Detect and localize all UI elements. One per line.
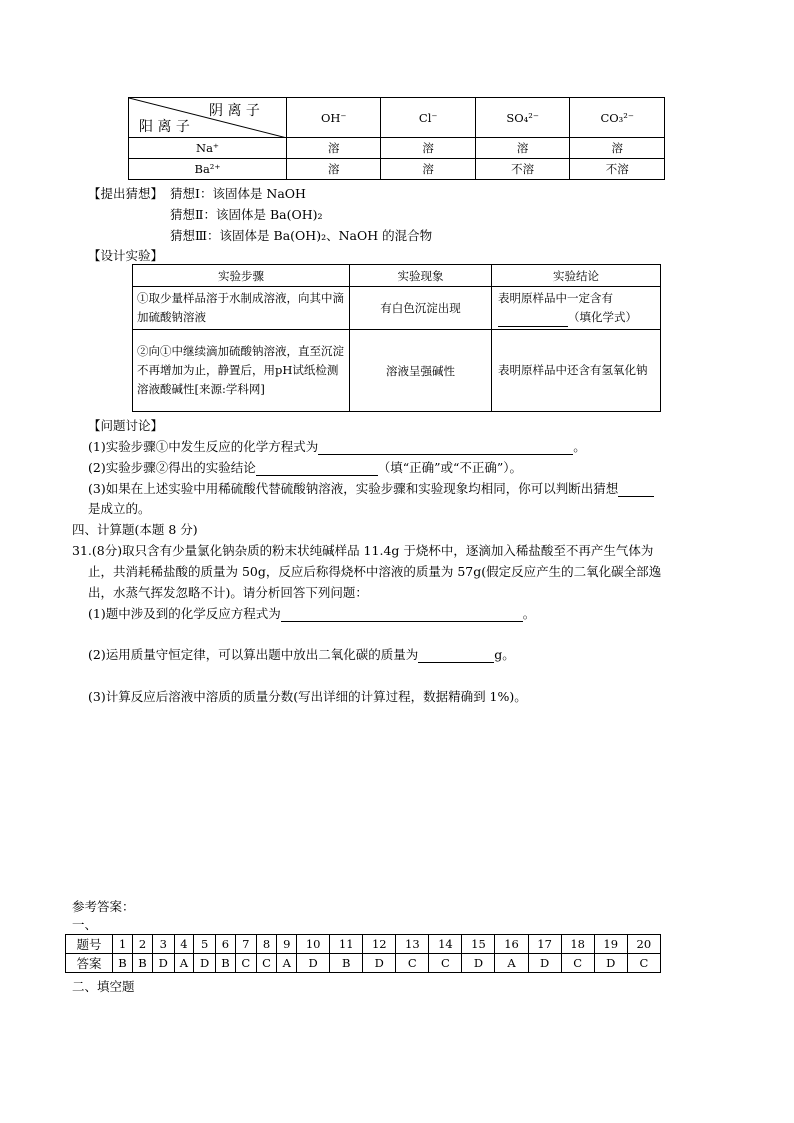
diagonal-header-cell <box>129 98 287 138</box>
step-1: ①取少量样品溶于水制成溶液，向其中滴加硫酸钠溶液 <box>133 287 350 330</box>
phenomenon-1: 有白色沉淀出现 <box>350 287 492 330</box>
q1-blank[interactable] <box>318 440 573 455</box>
anion-header: 阴 离 子 <box>209 103 260 119</box>
answer-number-cell: 9 <box>277 935 297 954</box>
conclusion-1 <box>492 287 661 330</box>
hypothesis-label: 【提出猜想】 <box>88 186 164 201</box>
cell: 溶 <box>287 138 381 159</box>
table-row <box>66 935 661 954</box>
answer-number-cell: 10 <box>297 935 330 954</box>
cation-na: Na⁺ <box>129 138 287 159</box>
q31-line3: 出，水蒸气挥发忽略不计)。请分析回答下列问题： <box>88 585 368 600</box>
q31-part1 <box>88 604 535 622</box>
discussion-label: 【问题讨论】 <box>88 418 164 433</box>
hypothesis-2: 猜想Ⅱ：该固体是 Ba(OH)₂ <box>170 207 323 222</box>
p1-end: 。 <box>522 606 536 621</box>
hypothesis-3: 猜想Ⅲ：该固体是 Ba(OH)₂、NaOH 的混合物 <box>170 228 433 243</box>
table-row <box>133 287 661 330</box>
answer-key-cell: C <box>627 954 660 973</box>
answer-number-cell: 20 <box>627 935 660 954</box>
answer-key-cell: C <box>561 954 594 973</box>
answers-title: 参考答案： <box>72 899 135 914</box>
answer-number-cell: 3 <box>152 935 174 954</box>
p2-end: g。 <box>494 647 515 662</box>
cation-header: 阳 离 子 <box>139 119 190 135</box>
answer-number-cell: 1 <box>113 935 133 954</box>
q31-part2 <box>88 645 515 663</box>
answer-key-cell: D <box>528 954 561 973</box>
answer-key-cell: C <box>235 954 256 973</box>
answer-key-cell: B <box>113 954 133 973</box>
p1-blank[interactable] <box>281 607 523 622</box>
answer-number-cell: 15 <box>462 935 495 954</box>
answer-key-cell: D <box>462 954 495 973</box>
answer-number-cell: 8 <box>256 935 277 954</box>
q1-text: (1)实验步骤①中发生反应的化学方程式为 <box>88 439 319 454</box>
answer-key-cell: A <box>174 954 194 973</box>
table-row <box>133 330 661 412</box>
answer-number-cell: 14 <box>429 935 462 954</box>
p1-text: (1)题中涉及到的化学反应方程式为 <box>88 606 281 621</box>
q1-end: 。 <box>573 439 586 454</box>
anion-co3: CO₃²⁻ <box>570 98 665 138</box>
discussion-q3 <box>88 479 654 497</box>
p2-blank[interactable] <box>418 648 494 663</box>
q2-end: （填“正确”或“不正确”）。 <box>377 460 523 475</box>
cell: 溶 <box>381 138 475 159</box>
answer-key-cell: C <box>429 954 462 973</box>
cell: 溶 <box>381 159 475 180</box>
table-row <box>66 954 661 973</box>
cell: 不溶 <box>570 159 665 180</box>
answer-key-cell: D <box>194 954 216 973</box>
p2-text: (2)运用质量守恒定律，可以算出题中放出二氧化碳的质量为 <box>88 647 419 662</box>
q31-line2: 止，共消耗稀盐酸的质量为 50g，反应后称得烧杯中溶液的质量为 57g(假定反应产生的二氧化碳全部逸 <box>88 564 662 579</box>
col-phenomenon: 实验现象 <box>350 265 492 287</box>
cell: 溶 <box>570 138 665 159</box>
q3-blank[interactable] <box>618 482 654 497</box>
answer-number-cell: 17 <box>528 935 561 954</box>
answer-number-cell: 18 <box>561 935 594 954</box>
discussion-q3-end: 是成立的。 <box>88 501 151 516</box>
table-row <box>129 159 665 180</box>
q31-line1: 31.(8分)取只含有少量氯化钠杂质的粉末状纯碱样品 11.4g 于烧杯中，逐滴加入稀盐酸至不再产生气体为 <box>72 543 654 558</box>
section4-title: 四、计算题(本题 8 分) <box>72 522 198 537</box>
answer-key-cell: A <box>495 954 528 973</box>
answer-number-cell: 11 <box>330 935 363 954</box>
answer-key-cell: D <box>152 954 174 973</box>
answers-part1: 一、 <box>72 917 98 932</box>
answer-number-cell: 7 <box>235 935 256 954</box>
answer-number-cell: 19 <box>594 935 627 954</box>
col-conclusion: 实验结论 <box>492 265 661 287</box>
cell: 溶 <box>287 159 381 180</box>
solubility-table <box>128 97 665 180</box>
design-label: 【设计实验】 <box>88 248 164 263</box>
cation-ba: Ba²⁺ <box>129 159 287 180</box>
answer-key-cell: C <box>256 954 277 973</box>
hypothesis-1: 猜想Ⅰ：该固体是 NaOH <box>170 186 306 201</box>
answer-number-cell: 5 <box>194 935 216 954</box>
answer-key-cell: B <box>215 954 235 973</box>
anion-oh: OH⁻ <box>287 98 381 138</box>
answer-key-cell: B <box>132 954 152 973</box>
blank-formula[interactable] <box>498 312 568 327</box>
answer-number-cell: 2 <box>132 935 152 954</box>
answer-number-cell: 13 <box>396 935 429 954</box>
answer-number-cell: 4 <box>174 935 194 954</box>
answer-key-cell: A <box>277 954 297 973</box>
answer-number-cell: 12 <box>363 935 396 954</box>
row-label-answer: 答案 <box>66 954 113 973</box>
design-table <box>132 264 661 412</box>
answer-number-cell: 6 <box>215 935 235 954</box>
conclusion-1-hint: （填化学式） <box>568 310 637 324</box>
step-2: ②向①中继续滴加硫酸钠溶液，直至沉淀不再增加为止，静置后，用pH试纸检测溶液酸碱性[来源:学科网] <box>133 330 350 412</box>
anion-cl: Cl⁻ <box>381 98 475 138</box>
answer-key-cell: B <box>330 954 363 973</box>
answer-number-cell: 16 <box>495 935 528 954</box>
anion-so4: SO₄²⁻ <box>475 98 570 138</box>
q2-blank[interactable] <box>256 461 378 476</box>
discussion-q2 <box>88 458 522 476</box>
q3-text: (3)如果在上述实验中用稀硫酸代替硫酸钠溶液，实验步骤和实验现象均相同，你可以判断出猜想 <box>88 481 619 496</box>
phenomenon-2: 溶液呈强碱性 <box>350 330 492 412</box>
answers-part2: 二、填空题 <box>72 979 135 994</box>
row-label-number: 题号 <box>66 935 113 954</box>
conclusion-2: 表明原样品中还含有氢氧化钠 <box>492 330 661 412</box>
q2-text: (2)实验步骤②得出的实验结论 <box>88 460 256 475</box>
cell: 不溶 <box>475 159 570 180</box>
answer-key-cell: D <box>363 954 396 973</box>
col-step: 实验步骤 <box>133 265 350 287</box>
q31-part3: (3)计算反应后溶液中溶质的质量分数(写出详细的计算过程，数据精确到 1%)。 <box>88 689 527 704</box>
discussion-q1 <box>88 437 586 455</box>
cell: 溶 <box>475 138 570 159</box>
table-row <box>129 138 665 159</box>
answer-key-cell: C <box>396 954 429 973</box>
conclusion-1-text: 表明原样品中一定含有 <box>498 291 613 305</box>
answer-table <box>65 934 661 973</box>
answer-key-cell: D <box>594 954 627 973</box>
answer-key-cell: D <box>297 954 330 973</box>
